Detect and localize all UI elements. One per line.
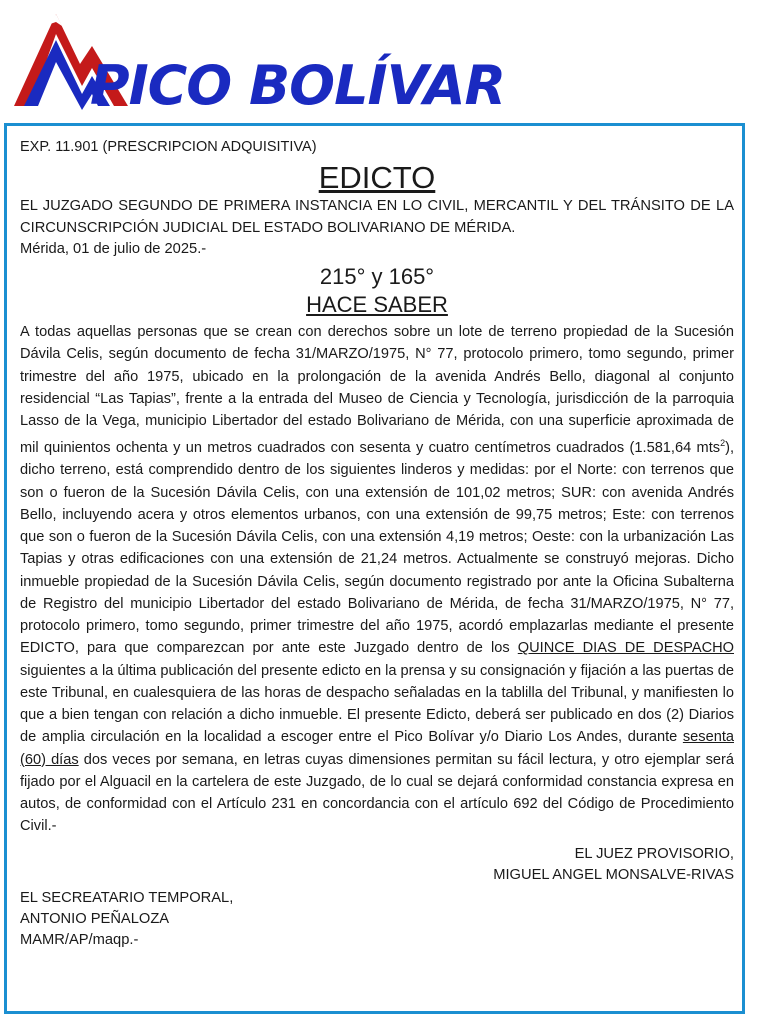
edict-body xyxy=(20,321,734,838)
court-name: EL JUZGADO SEGUNDO DE PRIMERA INSTANCIA EN LO CIVIL, MERCANTIL Y DEL TRÁNSITO DE LA CIRCUNSCRIPCIÓN JUDICIAL DEL ESTADO BOLIVARIANO DE MÉRIDA. xyxy=(20,198,734,236)
case-number: EXP. 11.901 (PRESCRIPCION ADQUISITIVA) xyxy=(20,139,317,155)
body-text-3: siguientes a la última publicación del presente edicto en la prensa y su consignación y fijación a las puertas de este Tribunal, en cualesquiera de las horas de despacho señaladas en la tablilla del Tribunal, y manifiesten lo que a bien tengan con relación a dicho inmueble. El presente Edicto, deberá ser publicado en dos (2) Diarios de amplia circulación en la localidad a escoger entre el Pico Bolívar y/o Diario Los Andes, durante xyxy=(20,662,734,746)
edict-date: Mérida, 01 de julio de 2025.- xyxy=(20,241,207,257)
judge-name: MIGUEL ANGEL MONSALVE-RIVAS xyxy=(493,866,734,883)
secretary-block xyxy=(20,888,734,951)
independence-years: 215° y 165° xyxy=(319,264,435,289)
edict-content xyxy=(20,138,734,951)
secretary-title: EL SECREATARIO TEMPORAL, xyxy=(20,889,234,906)
superscript: 2 xyxy=(720,438,726,449)
judge-title: EL JUEZ PROVISORIO, xyxy=(574,845,734,862)
secretary-name: ANTONIO PEÑALOZA xyxy=(20,910,170,927)
body-text-2: ), dicho terreno, está comprendido dentro de los siguientes linderos y medidas: por el Norte: con terrenos que son o fueron de la Sucesión Dávila Celis, con una extensión de 101,02 metros; SUR: con avenida Andrés Bello, incluyendo acera y otros elementos urbanos, con una extensión de 99,75 metros; Este: con terrenos que son o fueron de la Sucesión Dávila Celis, con una extensión 4,19 metros; Oeste: con la urbanización Las Tapias y otras edificaciones con una extensión de 21,24 metros. Actualmente se construyó mejoras. Dicho inmueble propiedad de la Sucesión Dávila Celis, según documento registrado por ante la Oficina Subalterna de Registro del municipio Libertador del estado Bolivariano de Mérida, de fecha 31/MARZO/1975, N° 77, protocolo primero, tomo segundo, primer trimestre del año 1975, acordó emplazarlas mediante el presente EDICTO, para que comparezcan por ante este Juzgado dentro de los xyxy=(20,440,734,657)
body-text-1: A todas aquellas personas que se crean con derechos sobre un lote de terreno propiedad de la Sucesión Dávila Celis, según documento de fecha 31/MARZO/1975, N° 77, protocolo primero, tomo segundo, primer trimestre del año 1975, ubicado en la prolongación de la avenida Andrés Bello, diagonal al conjunto residencial “Las Tapias”, frente a la entrada del Museo de Ciencia y Tecnología, jurisdicción de la parroquia Lasso de la Vega, municipio Libertador del estado Bolivariano de Mérida, con una superficie aproximada de mil quinientos ochenta y un metros cuadrados con sesenta y cuatro centímetros cuadrados (1.581,64 mts xyxy=(20,324,734,457)
document-initials: MAMR/AP/maqp.- xyxy=(20,931,139,948)
underlined-term-days: QUINCE DIAS DE DESPACHO xyxy=(517,640,734,657)
body-text-4: dos veces por semana, en letras cuyas dimensiones permitan su fácil lectura, y otro ejemplar será fijado por el Alguacil en la cartelera de este Juzgado, de lo cual se dejará conformidad constancia expresa en autos, de conformidad con el Artículo 231 en concordancia con el artículo 692 del Código de Procedimiento Civil.- xyxy=(20,751,734,835)
hace-saber-heading: HACE SABER xyxy=(306,292,448,317)
mountain-logo-icon xyxy=(10,6,506,120)
judge-signature-block xyxy=(20,844,734,886)
pico-bolivar-logo xyxy=(10,6,506,120)
svg-text:PICO BOLÍVAR: PICO BOLÍVAR xyxy=(90,54,506,117)
underlined-term-sixty-days: sesenta (60) días xyxy=(20,729,734,768)
edict-title: EDICTO xyxy=(318,160,436,195)
